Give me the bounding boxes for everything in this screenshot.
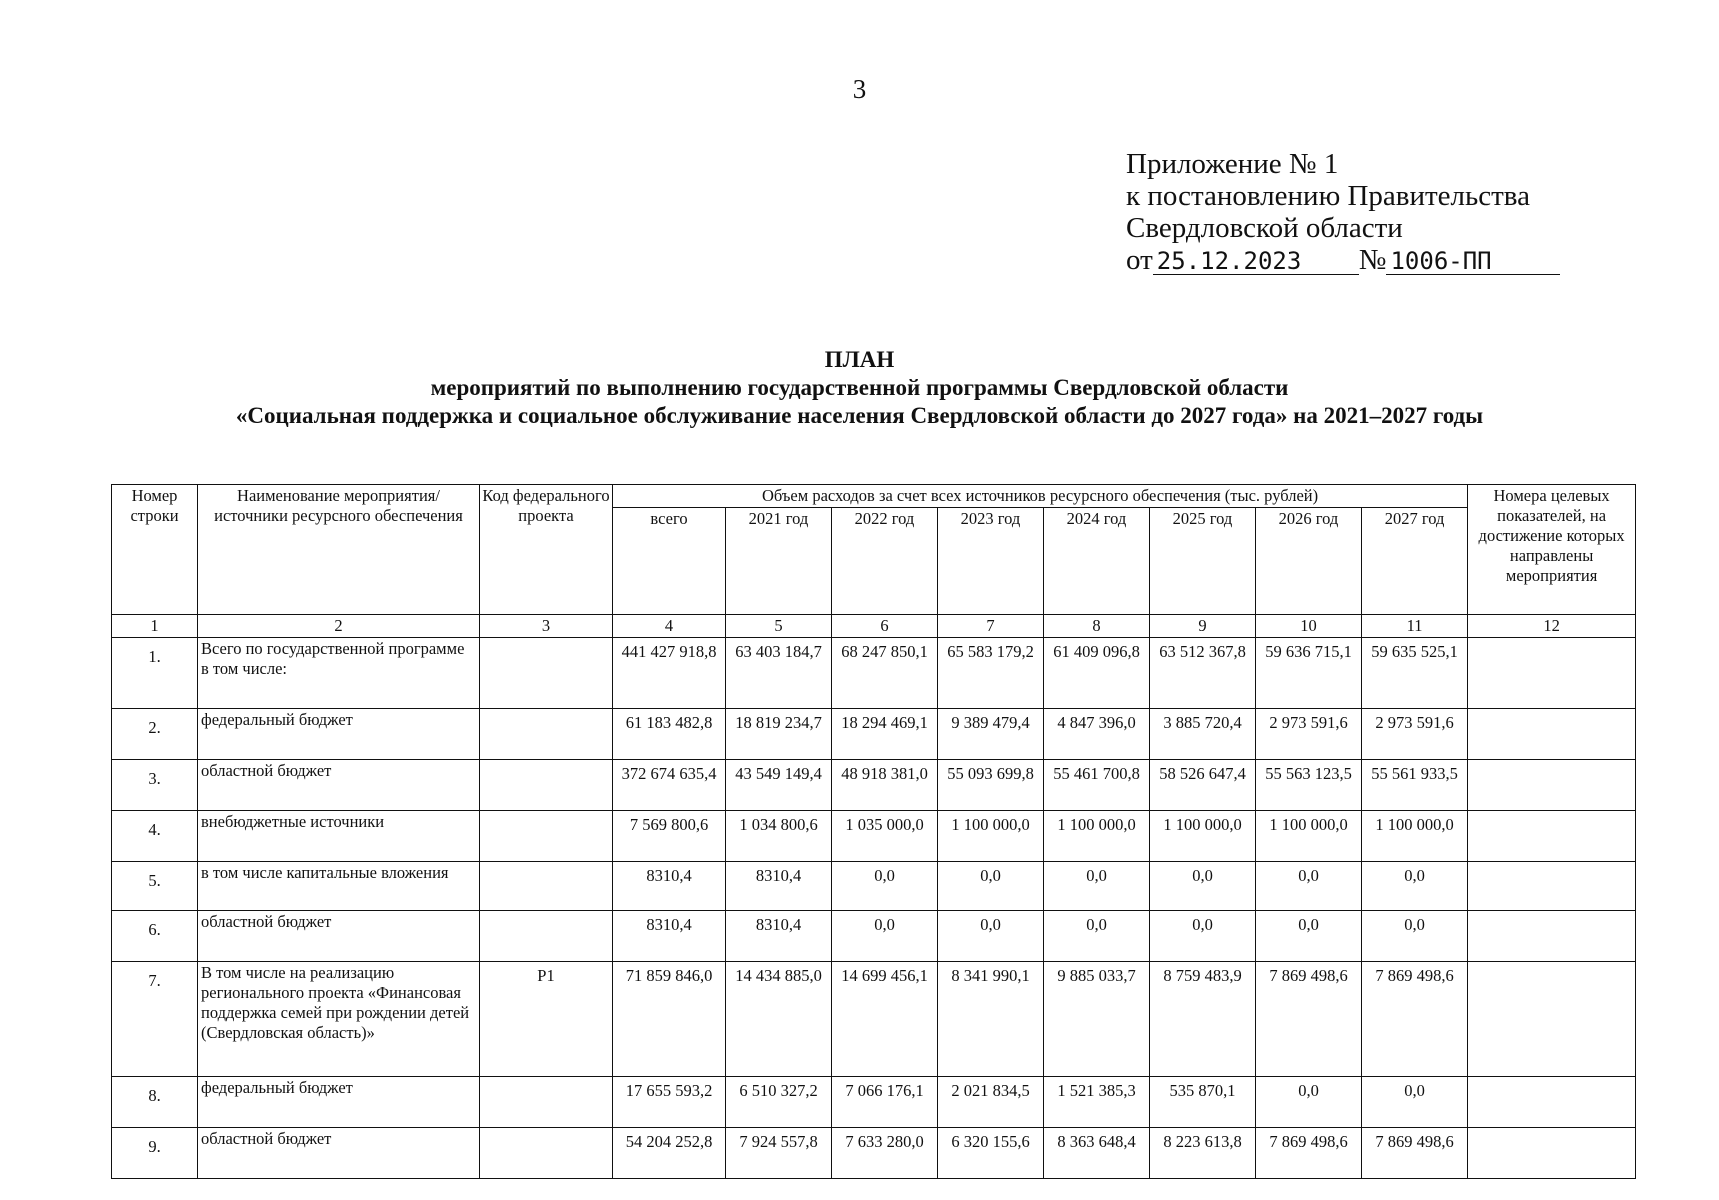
row-name: областной бюджет (198, 1128, 480, 1179)
value-2024: 0,0 (1044, 911, 1150, 962)
column-number: 4 (613, 615, 726, 638)
value-2021: 18 819 234,7 (726, 709, 832, 760)
value-2025: 8 759 483,9 (1150, 962, 1256, 1077)
table-row (112, 911, 1636, 962)
value-2022: 0,0 (832, 911, 938, 962)
value-total: 54 204 252,8 (613, 1128, 726, 1179)
plan-subtitle-1: мероприятий по выполнению государственной программы Свердловской области (430, 375, 1289, 400)
table-row (112, 709, 1636, 760)
value-2022: 18 294 469,1 (832, 709, 938, 760)
row-number: 9. (112, 1128, 198, 1179)
value-2026: 7 869 498,6 (1256, 1128, 1362, 1179)
value-2021: 63 403 184,7 (726, 638, 832, 709)
column-number: 6 (832, 615, 938, 638)
value-2022: 48 918 381,0 (832, 760, 938, 811)
row-name: В том числе на реализацию регионального проекта «Финансовая поддержка семей при рождении детей (Свердловская область)» (198, 962, 480, 1077)
value-2022: 7 066 176,1 (832, 1077, 938, 1128)
header-name: Наименование мероприятия/ источники ресурсного обеспечения (198, 485, 480, 615)
value-2023: 0,0 (938, 862, 1044, 911)
value-2024: 9 885 033,7 (1044, 962, 1150, 1077)
value-total: 8310,4 (613, 862, 726, 911)
header-2021: 2021 год (726, 508, 832, 615)
value-2023: 65 583 179,2 (938, 638, 1044, 709)
row-number: 8. (112, 1077, 198, 1128)
value-2023: 6 320 155,6 (938, 1128, 1044, 1179)
value-2022: 0,0 (832, 862, 938, 911)
value-2025: 0,0 (1150, 911, 1256, 962)
value-2026: 59 636 715,1 (1256, 638, 1362, 709)
value-total: 441 427 918,8 (613, 638, 726, 709)
header-expenses-group: Объем расходов за счет всех источников ресурсного обеспечения (тыс. рублей) (613, 485, 1468, 508)
column-number: 12 (1468, 615, 1636, 638)
row-targets (1468, 862, 1636, 911)
table-row (112, 638, 1636, 709)
value-2023: 0,0 (938, 911, 1044, 962)
from-label: от (1126, 244, 1153, 276)
value-total: 71 859 846,0 (613, 962, 726, 1077)
value-2021: 6 510 327,2 (726, 1077, 832, 1128)
value-2027: 7 869 498,6 (1362, 1128, 1468, 1179)
value-total: 61 183 482,8 (613, 709, 726, 760)
value-2027: 0,0 (1362, 911, 1468, 962)
column-number: 5 (726, 615, 832, 638)
row-number: 3. (112, 760, 198, 811)
value-2024: 8 363 648,4 (1044, 1128, 1150, 1179)
row-targets (1468, 811, 1636, 862)
value-2022: 7 633 280,0 (832, 1128, 938, 1179)
table-row (112, 811, 1636, 862)
value-2025: 3 885 720,4 (1150, 709, 1256, 760)
row-name: Всего по государственной программе в том числе: (198, 638, 480, 709)
plan-title: ПЛАН (824, 347, 895, 372)
value-2027: 55 561 933,5 (1362, 760, 1468, 811)
row-name: в том числе капитальные вложения (198, 862, 480, 911)
row-code (480, 1128, 613, 1179)
value-2022: 14 699 456,1 (832, 962, 938, 1077)
appendix-block (1126, 148, 1560, 276)
table-row (112, 962, 1636, 1077)
value-2021: 8310,4 (726, 911, 832, 962)
header-row-number: Номер строки (112, 485, 198, 615)
header-2026: 2026 год (1256, 508, 1362, 615)
value-2026: 0,0 (1256, 911, 1362, 962)
column-number: 7 (938, 615, 1044, 638)
appendix-date-number-line (1126, 244, 1560, 276)
row-targets (1468, 962, 1636, 1077)
plan-table (111, 484, 1636, 1179)
row-code (480, 638, 613, 709)
value-2021: 43 549 149,4 (726, 760, 832, 811)
value-2021: 8310,4 (726, 862, 832, 911)
value-2023: 55 093 699,8 (938, 760, 1044, 811)
value-2027: 59 635 525,1 (1362, 638, 1468, 709)
value-2027: 2 973 591,6 (1362, 709, 1468, 760)
row-targets (1468, 1128, 1636, 1179)
value-2023: 8 341 990,1 (938, 962, 1044, 1077)
column-number: 2 (198, 615, 480, 638)
value-2024: 1 521 385,3 (1044, 1077, 1150, 1128)
value-2026: 0,0 (1256, 862, 1362, 911)
row-number: 5. (112, 862, 198, 911)
value-2024: 4 847 396,0 (1044, 709, 1150, 760)
table-row (112, 862, 1636, 911)
value-2025: 58 526 647,4 (1150, 760, 1256, 811)
value-2027: 1 100 000,0 (1362, 811, 1468, 862)
value-total: 17 655 593,2 (613, 1077, 726, 1128)
number-label: № (1358, 244, 1387, 276)
row-name: областной бюджет (198, 760, 480, 811)
page-number: 3 (852, 74, 867, 104)
value-2021: 14 434 885,0 (726, 962, 832, 1077)
value-2026: 55 563 123,5 (1256, 760, 1362, 811)
appendix-line-3: Свердловской области (1126, 212, 1403, 244)
row-targets (1468, 638, 1636, 709)
value-2024: 0,0 (1044, 862, 1150, 911)
value-2023: 9 389 479,4 (938, 709, 1044, 760)
row-targets (1468, 911, 1636, 962)
value-2024: 1 100 000,0 (1044, 811, 1150, 862)
decree-date: 25.12.2023 (1153, 248, 1359, 275)
column-number: 3 (480, 615, 613, 638)
row-number: 6. (112, 911, 198, 962)
row-code (480, 1077, 613, 1128)
table-row (112, 760, 1636, 811)
row-code (480, 911, 613, 962)
value-2021: 1 034 800,6 (726, 811, 832, 862)
value-2026: 2 973 591,6 (1256, 709, 1362, 760)
value-2021: 7 924 557,8 (726, 1128, 832, 1179)
value-2025: 0,0 (1150, 862, 1256, 911)
row-targets (1468, 1077, 1636, 1128)
value-2022: 68 247 850,1 (832, 638, 938, 709)
row-name: федеральный бюджет (198, 1077, 480, 1128)
value-total: 372 674 635,4 (613, 760, 726, 811)
row-number: 7. (112, 962, 198, 1077)
value-total: 7 569 800,6 (613, 811, 726, 862)
row-number: 1. (112, 638, 198, 709)
row-name: внебюджетные источники (198, 811, 480, 862)
value-2025: 63 512 367,8 (1150, 638, 1256, 709)
row-code (480, 811, 613, 862)
appendix-line-1: Приложение № 1 (1126, 148, 1339, 180)
header-2022: 2022 год (832, 508, 938, 615)
header-total: всего (613, 508, 726, 615)
value-2025: 1 100 000,0 (1150, 811, 1256, 862)
plan-subtitle-2: «Социальная поддержка и социальное обслуживание населения Свердловской области до 2027 года» на 2021–2027 годы (235, 403, 1484, 428)
header-targets: Номера целевых показателей, на достижение которых направлены мероприятия (1468, 485, 1636, 615)
row-targets (1468, 709, 1636, 760)
value-2025: 8 223 613,8 (1150, 1128, 1256, 1179)
row-name: областной бюджет (198, 911, 480, 962)
row-name: федеральный бюджет (198, 709, 480, 760)
value-2027: 0,0 (1362, 1077, 1468, 1128)
column-number: 10 (1256, 615, 1362, 638)
row-code (480, 760, 613, 811)
header-2025: 2025 год (1150, 508, 1256, 615)
value-2026: 7 869 498,6 (1256, 962, 1362, 1077)
row-code (480, 862, 613, 911)
row-number: 4. (112, 811, 198, 862)
value-2027: 7 869 498,6 (1362, 962, 1468, 1077)
table-row (112, 1128, 1636, 1179)
decree-number: 1006-ПП (1386, 248, 1560, 275)
value-2025: 535 870,1 (1150, 1077, 1256, 1128)
column-number: 1 (112, 615, 198, 638)
column-number: 11 (1362, 615, 1468, 638)
column-number: 8 (1044, 615, 1150, 638)
row-code (480, 709, 613, 760)
header-2027: 2027 год (1362, 508, 1468, 615)
value-2026: 1 100 000,0 (1256, 811, 1362, 862)
value-total: 8310,4 (613, 911, 726, 962)
appendix-line-2: к постановлению Правительства (1126, 180, 1530, 212)
value-2026: 0,0 (1256, 1077, 1362, 1128)
column-number-row (112, 615, 1636, 638)
header-2024: 2024 год (1044, 508, 1150, 615)
value-2024: 55 461 700,8 (1044, 760, 1150, 811)
header-2023: 2023 год (938, 508, 1044, 615)
value-2027: 0,0 (1362, 862, 1468, 911)
header-code: Код федерального проекта (480, 485, 613, 615)
row-number: 2. (112, 709, 198, 760)
value-2023: 1 100 000,0 (938, 811, 1044, 862)
value-2023: 2 021 834,5 (938, 1077, 1044, 1128)
value-2024: 61 409 096,8 (1044, 638, 1150, 709)
value-2022: 1 035 000,0 (832, 811, 938, 862)
column-number: 9 (1150, 615, 1256, 638)
row-targets (1468, 760, 1636, 811)
table-row (112, 1077, 1636, 1128)
row-code: P1 (480, 962, 613, 1077)
